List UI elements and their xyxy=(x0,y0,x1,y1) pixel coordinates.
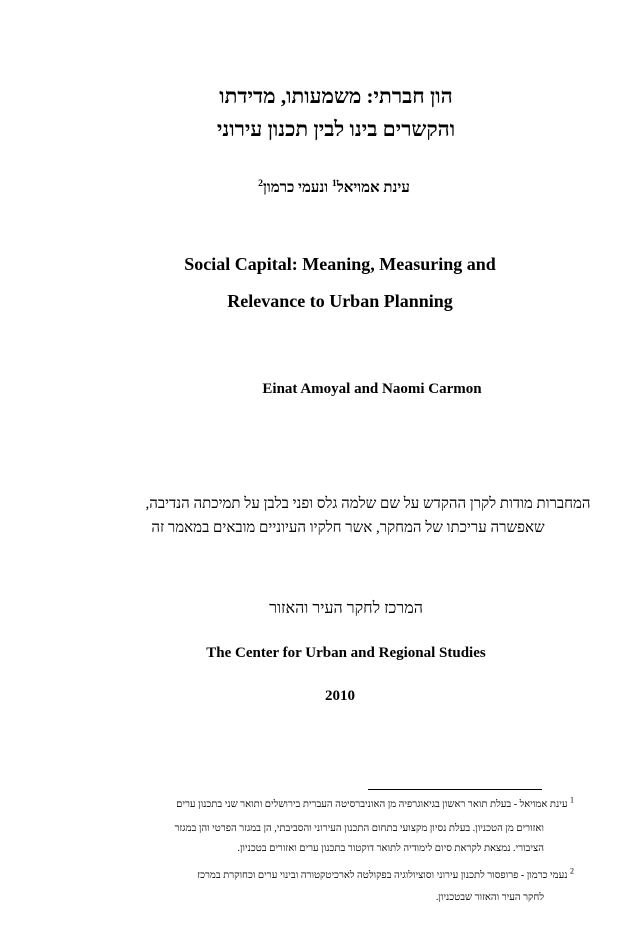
center-name-hebrew: המרכז לחקר העיר והאזור xyxy=(269,600,423,617)
hebrew-author-1: עינת אמויאל xyxy=(336,180,410,196)
publication-year: 2010 xyxy=(325,688,355,704)
footnote-1-marker: 1 xyxy=(570,795,574,805)
acknowledgement-line-1: המחברות מודות לקרן ההקדש על שם שלמה גלס ופני בלבן על תמיכתה הנדיבה, xyxy=(145,496,591,512)
hebrew-author-2: ונעמי כרמון xyxy=(263,180,332,196)
center-name-english: The Center for Urban and Regional Studies xyxy=(206,645,486,661)
footnote-1-line-2: ואזורים מן הטכניון. בעלת נסיון מקצועי בתחום התכנון העירוני והסביבתי, הן במגזר הפרטי והן במגזר xyxy=(174,823,544,834)
footnote-2-line-1 xyxy=(197,866,574,881)
hebrew-authors xyxy=(22,180,624,197)
footnote-ref-2: 2 xyxy=(258,178,264,189)
acknowledgement-line-2: שאפשרה עריכתו של המחקר, אשר חלקיו העיוניים מובאים במאמר זה xyxy=(151,520,545,536)
footnote-1-line-1 xyxy=(176,795,574,810)
english-authors: Einat Amoyal and Naomi Carmon xyxy=(262,381,482,397)
footnote-ref-1: 1 xyxy=(331,178,337,189)
english-title-line-2: Relevance to Urban Planning xyxy=(227,291,453,311)
footnote-2-text: נעמי כרמון - פרופסור לתכנון עירוני וסוציולוגיה בפקולטה לארכיטקטורה ובינוי ערים וכחוקרת במרכז xyxy=(197,870,568,881)
hebrew-title-line-2: והקשרים בינו לבין תכנון עירוני xyxy=(216,117,456,141)
footnote-2-line-2: לחקר העיר והאזור שבטכניון. xyxy=(435,892,544,903)
footnote-1-line-3: הציבורי. נמצאת לקראת סיום לימודיה לתואר דוקטור בתכנון ערים ואזורים בטכניון. xyxy=(237,843,544,854)
footnote-1-text: עינת אמויאל - בעלת תואר ראשון בגיאוגרפיה מן האוניברסיטה העברית בירושלים ותואר שני בתכנון ערים xyxy=(176,799,568,810)
hebrew-title-line-1: הון חברתי: משמעותו, מדידתו xyxy=(219,84,453,108)
footnote-separator xyxy=(368,789,542,790)
english-title-line-1: Social Capital: Meaning, Measuring and xyxy=(184,254,496,274)
footnote-2-marker: 2 xyxy=(570,866,574,876)
